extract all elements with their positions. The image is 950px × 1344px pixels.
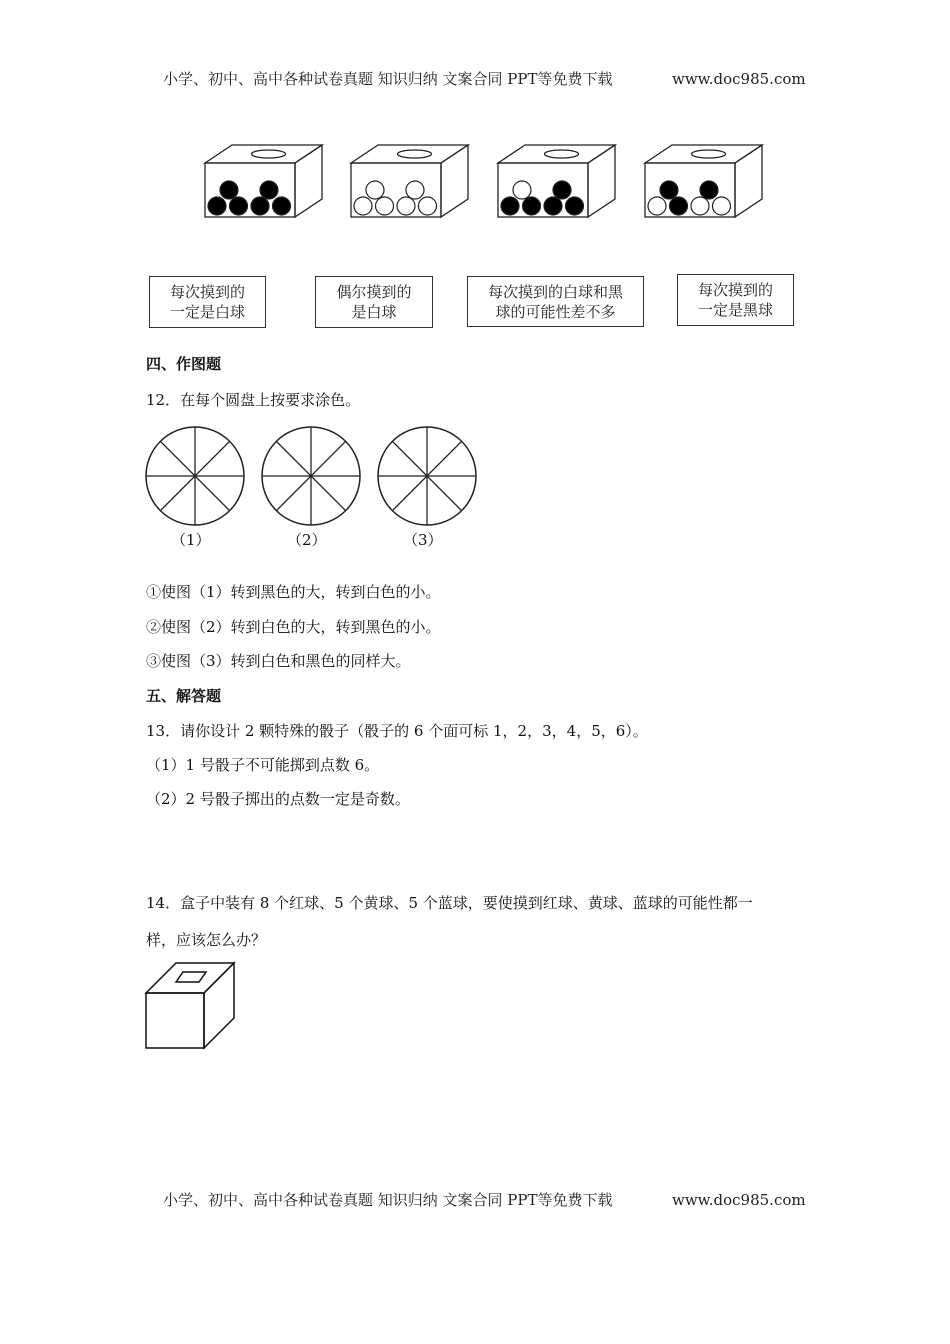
label-line: 偶尔摸到的 xyxy=(336,283,412,301)
label-line: 是白球 xyxy=(351,303,397,321)
spinner-disc-2 xyxy=(262,427,360,525)
section-heading-4: 四、作图题 xyxy=(146,355,222,373)
q12-item-2: ②使图（2）转到白色的大，转到黑色的小。 xyxy=(146,618,441,636)
question-14-line-2: 样，应该怎么办？ xyxy=(146,931,267,949)
label-line: 每次摸到的 xyxy=(697,281,773,299)
label-line: 一定是白球 xyxy=(169,303,245,321)
label-line: 球的可能性差不多 xyxy=(495,302,616,321)
header-text: 小学、初中、高中各种试卷真题 知识归纳 文案合同 PPT等免费下载 xyxy=(163,70,613,88)
disc-label-1: （1） xyxy=(171,531,211,549)
spinner-disc-3 xyxy=(378,427,476,525)
cube-box-icon xyxy=(146,963,234,1048)
disc-label-3: （3） xyxy=(403,531,443,549)
label-line: 一定是黑球 xyxy=(697,301,773,319)
spinner-disc-1 xyxy=(146,427,244,525)
q12-item-3: ③使图（3）转到白色和黑色的同样大。 xyxy=(146,652,411,670)
label-line: 每次摸到的 xyxy=(169,283,245,301)
question-12-title: 12．在每个圆盘上按要求涂色。 xyxy=(146,391,361,409)
q13-item-2: （2）2 号骰子掷出的点数一定是奇数。 xyxy=(146,790,410,808)
question-14-line-1: 14．盒子中装有 8 个红球、5 个黄球、5 个蓝球，要使摸到红球、黄球、蓝球的可能性都一 xyxy=(146,894,753,912)
q12-item-1: ①使图（1）转到黑色的大，转到白色的小。 xyxy=(146,583,441,601)
question-13-title: 13．请你设计 2 颗特殊的骰子（骰子的 6 个面可标 1，2，3，4，5，6）。 xyxy=(146,722,648,740)
disc-label-2: （2） xyxy=(287,531,327,549)
q13-item-1: （1）1 号骰子不可能掷到点数 6。 xyxy=(146,756,380,774)
label-line: 每次摸到的白球和黑 xyxy=(487,282,623,301)
footer-text: 小学、初中、高中各种试卷真题 知识归纳 文案合同 PPT等免费下载 xyxy=(163,1191,613,1209)
section-heading-5: 五、解答题 xyxy=(146,687,222,705)
header-url[interactable]: www.doc985.com xyxy=(672,70,806,88)
footer-url[interactable]: www.doc985.com xyxy=(672,1191,806,1209)
